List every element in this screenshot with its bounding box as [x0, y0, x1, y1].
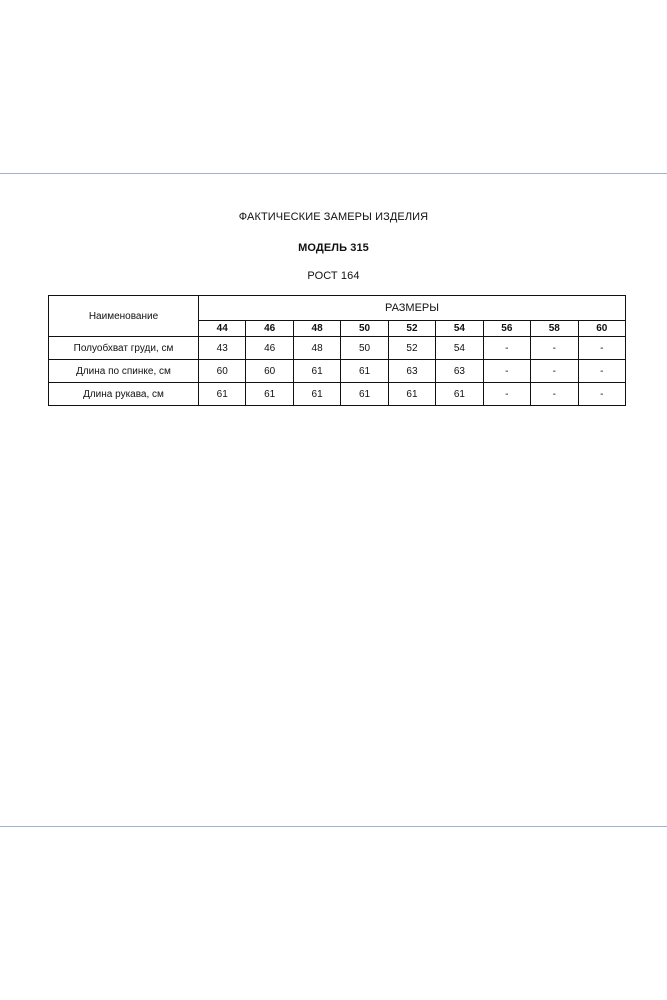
table-cell: 48	[293, 337, 340, 360]
size-header-cell: 54	[436, 321, 483, 337]
table-cell: -	[483, 337, 530, 360]
top-divider-line	[0, 173, 667, 174]
table-cell: 50	[341, 337, 388, 360]
table-cell: 63	[436, 360, 483, 383]
size-header-cell: 60	[578, 321, 626, 337]
bottom-divider-line	[0, 826, 667, 827]
size-header-cell: 52	[388, 321, 435, 337]
table-cell: -	[483, 383, 530, 406]
table-cell: 61	[388, 383, 435, 406]
table-cell: -	[578, 360, 626, 383]
document-title: ФАКТИЧЕСКИЕ ЗАМЕРЫ ИЗДЕЛИЯ	[238, 211, 429, 223]
table-cell: 60	[246, 360, 293, 383]
size-header-cell: 58	[531, 321, 578, 337]
table-row	[49, 383, 626, 406]
table-cell: 43	[199, 337, 246, 360]
model-number: МОДЕЛЬ 315	[298, 242, 369, 254]
table-cell: 63	[388, 360, 435, 383]
table-cell: 61	[341, 360, 388, 383]
size-header-cell: 48	[293, 321, 340, 337]
row-label: Длина рукава, см	[49, 383, 199, 406]
size-header-cell: 50	[341, 321, 388, 337]
measurements-table	[48, 295, 626, 406]
table-cell: 60	[199, 360, 246, 383]
table-header-row	[49, 296, 626, 321]
table-cell: 61	[199, 383, 246, 406]
table-cell: -	[578, 337, 626, 360]
table-cell: 54	[436, 337, 483, 360]
size-header-cell: 46	[246, 321, 293, 337]
table-cell: 61	[436, 383, 483, 406]
size-header-cell: 56	[483, 321, 530, 337]
table-cell: 61	[293, 383, 340, 406]
size-header-cell: 44	[199, 321, 246, 337]
table-cell: 52	[388, 337, 435, 360]
table-cell: -	[531, 383, 578, 406]
table-cell: -	[483, 360, 530, 383]
table-row	[49, 337, 626, 360]
table-cell: 61	[341, 383, 388, 406]
table-row	[49, 360, 626, 383]
table-cell: 46	[246, 337, 293, 360]
sizes-column-header: РАЗМЕРЫ	[199, 296, 626, 321]
table-cell: -	[531, 360, 578, 383]
row-label: Длина по спинке, см	[49, 360, 199, 383]
table-cell: 61	[293, 360, 340, 383]
table-cell: -	[531, 337, 578, 360]
table-cell: 61	[246, 383, 293, 406]
table-cell: -	[578, 383, 626, 406]
row-label: Полуобхват груди, см	[49, 337, 199, 360]
height-label: РОСТ 164	[307, 270, 360, 282]
name-column-header: Наименование	[49, 296, 199, 337]
